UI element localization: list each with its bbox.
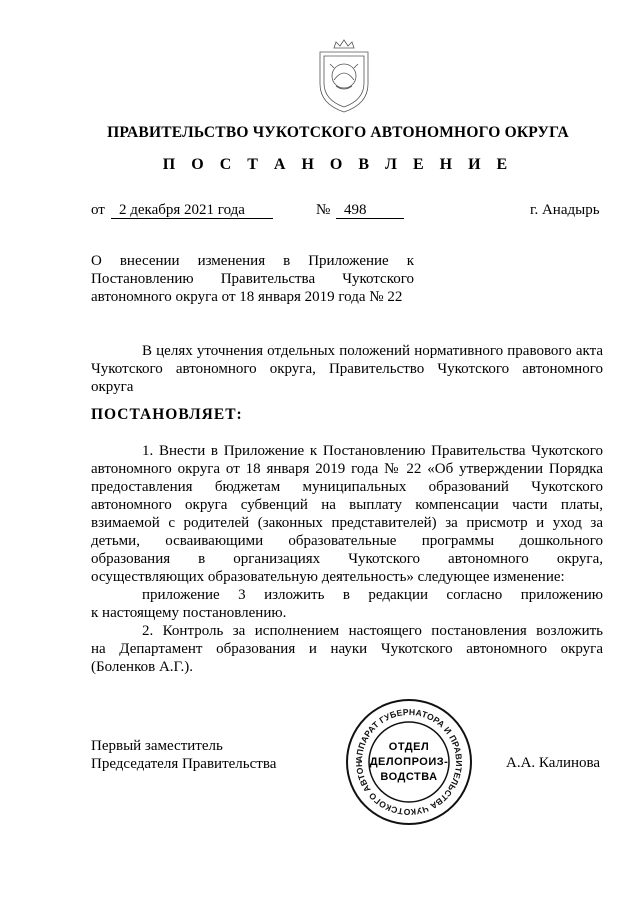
stamp-center-text bbox=[345, 698, 473, 826]
decree-subject bbox=[91, 252, 414, 306]
resolves-heading: ПОСТАНОВЛЯЕТ: bbox=[91, 406, 243, 423]
signatory-title-line: Председателя Правительства bbox=[91, 756, 277, 772]
subject-line: автономного округа от 18 января 2019 года № 22 bbox=[91, 289, 403, 305]
decree-date: 2 декабря 2021 года bbox=[111, 202, 273, 219]
number-label: № bbox=[316, 202, 331, 218]
item-1-line: образования в организациях Чукотского автономного округа, bbox=[91, 551, 603, 567]
city: г. Анадырь bbox=[530, 202, 600, 218]
item-2-line: 2. Контроль за исполнением настоящего постановления возложить bbox=[142, 623, 603, 639]
item-2-line: на Департамент образования и науки Чукотского автономного округа bbox=[91, 641, 603, 657]
subject-line: О внесении изменения в Приложение к bbox=[91, 253, 414, 269]
signatory-name: А.А. Калинова bbox=[506, 755, 601, 771]
preamble-line: округа bbox=[91, 379, 134, 395]
office-stamp bbox=[345, 698, 473, 826]
from-label: от bbox=[91, 202, 105, 218]
signatory-title-line: Первый заместитель bbox=[91, 738, 223, 754]
subject-line: Постановлению Правительства Чукотского bbox=[91, 271, 414, 287]
item-1-line: автономного округа субвенций на выплату компенсации части платы, bbox=[91, 497, 603, 513]
item-1-line: 1. Внести в Приложение к Постановлению Правительства Чукотского bbox=[142, 443, 603, 459]
preamble-line: Чукотского автономного округа, Правительство Чукотского автономного bbox=[91, 361, 603, 377]
item-1-line: автономного округа от 18 января 2019 года № 22 «Об утверждении Порядка bbox=[91, 461, 603, 477]
stamp-line: ДЕЛОПРОИЗ- bbox=[369, 755, 449, 768]
government-title: ПРАВИТЕЛЬСТВО ЧУКОТСКОГО АВТОНОМНОГО ОКРУГА bbox=[107, 124, 569, 141]
stamp-ring-text: АППАРАТ ГУБЕРНАТОРА И ПРАВИТЕЛЬСТВА ЧУКОТСКОГО АВТОН bbox=[353, 706, 465, 818]
stamp-line: ВОДСТВА bbox=[380, 770, 438, 783]
decree-number: 498 bbox=[336, 202, 404, 219]
document-type-title: П О С Т А Н О В Л Е Н И Е bbox=[162, 156, 514, 173]
item-1-line: предоставления бюджетам муниципальных образований Чукотского bbox=[91, 479, 603, 495]
item-1-paragraph bbox=[91, 442, 603, 622]
signatory-title bbox=[91, 737, 276, 773]
preamble-line: В целях уточнения отдельных положений нормативного правового акта bbox=[142, 343, 603, 359]
preamble-paragraph bbox=[91, 342, 603, 396]
item-2-paragraph bbox=[91, 622, 603, 676]
item-2-line: (Боленков А.Г.). bbox=[91, 659, 193, 675]
coat-of-arms-emblem bbox=[312, 36, 376, 114]
item-1-sub-line: к настоящему постановлению. bbox=[91, 605, 287, 621]
stamp-line: ОТДЕЛ bbox=[388, 740, 430, 753]
item-1-line: детьми, осваивающими образовательные программы дошкольного bbox=[91, 533, 603, 549]
item-1-line: осуществляющих образовательную деятельность» следующее изменение: bbox=[91, 569, 565, 585]
item-1-sub-line: приложение 3 изложить в редакции согласно приложению bbox=[142, 587, 603, 603]
item-1-line: взимаемой с родителей (законных представителей) за присмотр и уход за bbox=[91, 515, 603, 531]
